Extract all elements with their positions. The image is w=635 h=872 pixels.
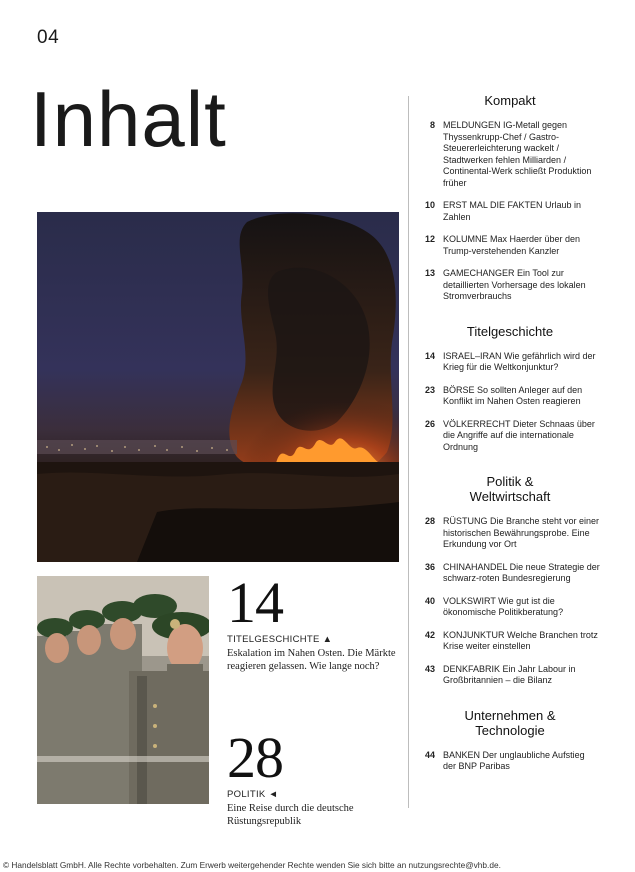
toc-entry[interactable]: [420, 200, 600, 223]
toc-text: KOLUMNE Max Haerder über den Trump-verstehenden Kanzler: [443, 234, 581, 256]
toc-page: 23: [424, 384, 435, 395]
toc-page: 28: [424, 516, 435, 526]
column-divider: [408, 96, 409, 808]
feature-politik[interactable]: [227, 725, 407, 828]
toc-page: 43: [424, 663, 435, 674]
toc-entry[interactable]: [420, 419, 600, 454]
page-number: 04: [37, 27, 60, 48]
fire-illustration: [37, 212, 399, 562]
toc-page: 44: [424, 749, 435, 760]
toc-entry[interactable]: [420, 351, 600, 374]
toc-text: VOLKSWIRT Wie gut ist die ökonomische Politikberatung?: [443, 595, 564, 617]
toc-text: MELDUNGEN IG-Metall gegen Thyssenkrupp-Chef / Gastro-Steuererleichterung wackelt / Stadtwerken fehlen Milliarden / Continental-Werk schließt Produktion früher: [443, 120, 592, 188]
toc-entry[interactable]: [420, 664, 600, 687]
toc-entry[interactable]: [420, 630, 600, 653]
toc-page: 13: [424, 268, 435, 278]
soldiers-photo: [37, 576, 209, 804]
toc-page: 8: [429, 120, 435, 130]
toc-page: 40: [424, 595, 435, 606]
toc-text: DENKFABRIK Ein Jahr Labour in Großbritannien – die Bilanz: [443, 663, 576, 685]
toc-entry[interactable]: [420, 516, 600, 551]
toc-text: ISRAEL–IRAN Wie gefährlich wird der Krieg für die Weltkonjunktur?: [443, 350, 596, 372]
toc-page: 14: [424, 350, 435, 361]
toc-text: BÖRSE So sollten Anleger auf den Konflikt im Nahen Osten reagieren: [443, 384, 583, 406]
toc-text: BANKEN Der unglaubliche Aufstieg der BNP Paribas: [443, 749, 585, 771]
soldiers-illustration: [37, 576, 209, 804]
toc-page: 42: [424, 629, 435, 640]
section-heading-unternehmen: Unternehmen & Technologie: [464, 707, 556, 738]
hero-fire-photo: [37, 212, 399, 562]
feature-kicker: TITELGESCHICHTE ▲: [227, 634, 333, 645]
toc-page: 36: [424, 561, 435, 572]
toc-entry[interactable]: [420, 385, 600, 408]
toc-text: RÜSTUNG Die Branche steht vor einer historischen Bewährungsprobe. Eine Erkundung vor Ort: [443, 516, 600, 549]
toc-text: ERST MAL DIE FAKTEN Urlaub in Zahlen: [443, 200, 582, 222]
feature-page-number: 28: [227, 725, 283, 790]
feature-description: Eine Reise durch die deutsche Rüstungsrepublik: [227, 803, 354, 827]
section-heading-kompakt: Kompakt: [484, 93, 536, 108]
toc-entry[interactable]: [420, 562, 600, 585]
toc-text: VÖLKERRECHT Dieter Schnaas über die Angriffe auf die internationale Ordnung: [443, 418, 595, 452]
toc-entry[interactable]: [420, 234, 600, 257]
table-of-contents: [420, 93, 600, 784]
copyright-footer: © Handelsblatt GmbH. Alle Rechte vorbehalten. Zum Erwerb weitergehender Rechte wenden Sie sich bitte an nutzungsrechte@vhb.de.: [3, 860, 501, 870]
toc-text: KONJUNKTUR Welche Branchen trotz Krise weiter einstellen: [443, 629, 598, 651]
page-title: Inhalt: [30, 75, 227, 163]
feature-kicker: POLITIK ◄: [227, 789, 279, 800]
section-heading-politik: Politik & Weltwirtschaft: [469, 474, 551, 504]
toc-page: 10: [424, 200, 435, 210]
toc-entry[interactable]: [420, 120, 600, 189]
feature-page-number: 14: [227, 570, 283, 635]
feature-title-story[interactable]: [227, 570, 407, 673]
toc-text: CHINAHANDEL Die neue Strategie der schwarz-roten Bundesregierung: [443, 561, 600, 583]
toc-entry[interactable]: [420, 596, 600, 619]
toc-page: 26: [424, 418, 435, 429]
toc-page: 12: [424, 234, 435, 244]
toc-text: GAMECHANGER Ein Tool zur detaillierten Vorhersage des lokalen Stromverbrauchs: [443, 268, 586, 301]
toc-entry[interactable]: [420, 268, 600, 303]
section-heading-titelgeschichte: Titelgeschichte: [466, 323, 554, 339]
feature-description: Eskalation im Nahen Osten. Die Märkte reagieren gelassen. Wie lange noch?: [227, 648, 396, 672]
toc-entry[interactable]: [420, 750, 600, 773]
